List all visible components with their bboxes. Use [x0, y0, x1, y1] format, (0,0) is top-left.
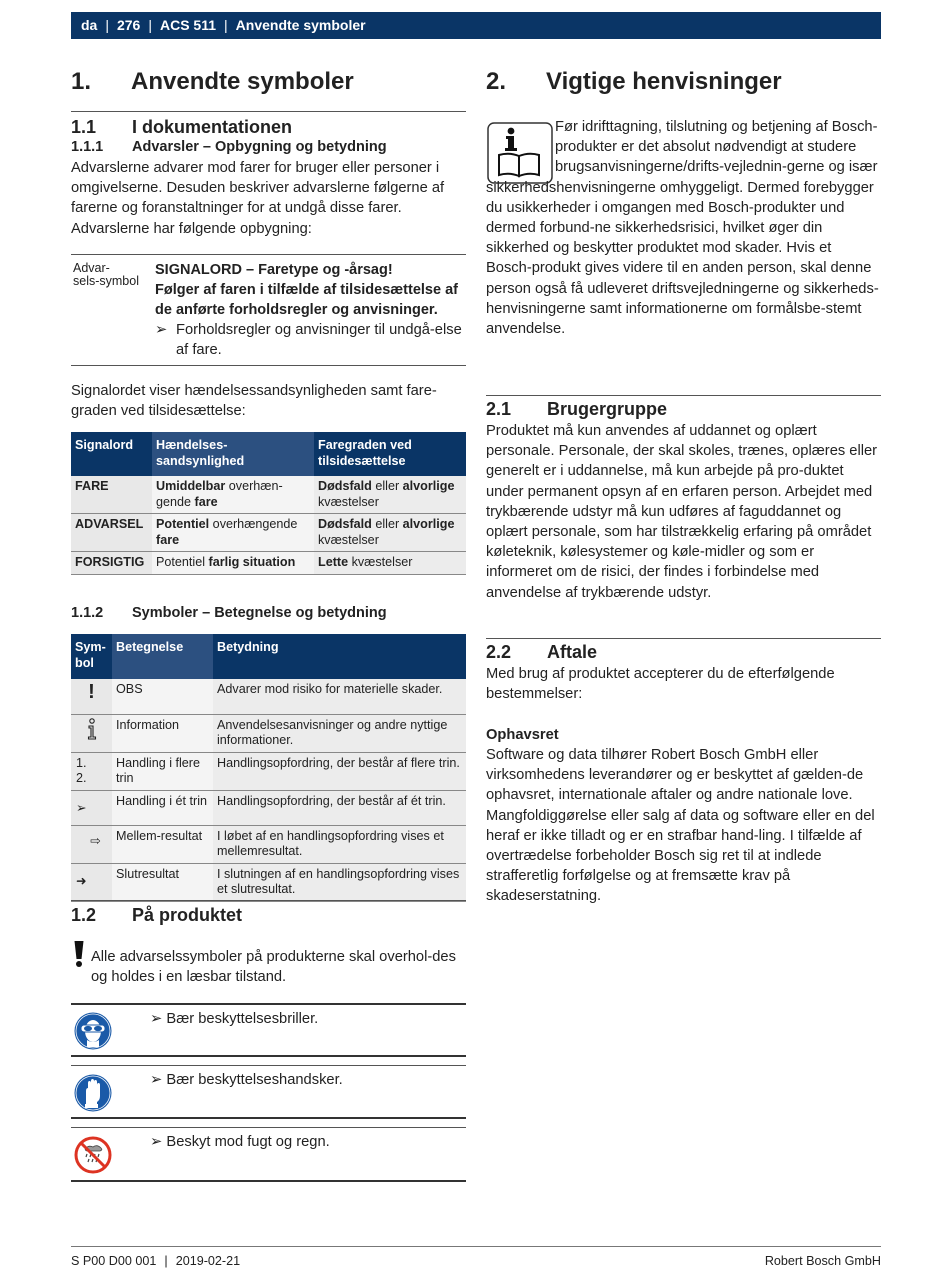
header-section: Anvendte symboler	[235, 17, 366, 33]
table-header: Signalord	[71, 432, 152, 476]
result-arrow-icon: ➜	[76, 873, 87, 888]
section-1-1-2-heading: 1.1.2 Symboler – Betegnelse og betydning	[71, 605, 387, 621]
footer-company: Robert Bosch GmbH	[764, 1254, 881, 1268]
arrow-bullet-icon: ➢	[76, 800, 87, 815]
warnings-intro: Advarslerne advarer mod farer for bruger eller personer i omgivelserne. Desuden beskriver advarslerne følgerne af farerne og foranstaltninger for at undgå disse farer. Advarslerne har følgende opbygning:	[71, 160, 445, 237]
table-row: FORSIGTIG Potentiel farlig situation Lette kvæstelser	[71, 552, 466, 575]
page-header: da | 276 | ACS 511 | Anvendte symboler	[71, 12, 881, 39]
warning-symbol-label: Advar- sels-symbol	[73, 261, 139, 288]
product-note: Alle advarselssymboler på produkterne skal overhol-des og holdes i en læsbar tilstand.	[91, 949, 456, 986]
section-2-1-heading: 2.1 Brugergruppe	[486, 399, 668, 419]
gloves-icon	[74, 1074, 112, 1117]
exclamation-icon: !	[88, 681, 95, 703]
no-rain-icon	[74, 1136, 112, 1179]
ppe-instruction: ➢ Beskyt mod fugt og regn.	[150, 1134, 330, 1150]
table-header: Hændelses-sandsynlighed	[152, 432, 314, 476]
agreement-text: Med brug af produktet accepterer du de efterfølgende bestemmelser:	[486, 666, 835, 703]
table-row: ➜ Slutresultat I slutningen af en handlingsopfordring vises et slutresultat.	[71, 863, 466, 901]
table-header: Sym-bol	[71, 634, 112, 679]
header-product: ACS 511	[159, 17, 217, 33]
user-group-text: Produktet må kun anvendes af uddannet og oplært personale. Personale, der skal skoles, trænes, oplæres eller generelt er i uddannelse, må kun arbejde på pro-duktet under permanent opsyn af en erfaren person. Arbejdet med trykbærende udstyr må kun udføres af faguddannet og oplært personale, som har tilstrækkelig erfaring på området køleteknik, kølesystemer og køle-midler og som er informeret om de risici, der findes i forbindelse med anvendelse af trykbærende udstyr.	[486, 423, 878, 601]
header-lang: da	[81, 17, 98, 33]
arrow-bullet-icon: ➢	[155, 322, 168, 338]
warning-body: Følger af faren i tilfælde af tilsidesættelse af de anførte forholdsregler og anvisninger.	[155, 282, 458, 318]
header-page: 276	[116, 17, 141, 33]
signal-intro: Signalordet viser hændelsessandsynligheden samt fare-graden ved tilsidesættelse:	[71, 383, 437, 420]
table-header: Betydning	[213, 634, 466, 679]
goggles-icon	[74, 1012, 112, 1055]
table-row: FARE Umiddelbar overhæn-gende fare Dødsfald eller alvorlige kvæstelser	[71, 476, 466, 514]
copyright-heading: Ophavsret	[486, 727, 559, 743]
copyright-text: Software og data tilhører Robert Bosch GmbH eller virksomhedens leverandører og er beskyttet af gælden-de ophavsret, internationale aftaler og andre nationale love. Mangfoldiggørelse eller salg af data og software eller en del heraf er ikke tilladt og er en strafbar hand-ling. I tilfælde af overtrædelse forbeholder Bosch sig ret til at indlede strafferetlig forfølgelse og at fremsætte krav på skadeserstatning.	[486, 747, 875, 905]
section-1-2-heading: 1.2 På produktet	[71, 905, 243, 925]
ppe-instruction: ➢ Bær beskyttelseshandsker.	[150, 1072, 343, 1088]
warning-bullet: ➢ Forholdsregler og anvisninger til undgå-else af fare.	[155, 322, 462, 358]
table-row: 1. 2. Handling i flere trin Handlingsopfordring, der består af flere trin.	[71, 752, 466, 790]
warning-title: SIGNALORD – Faretype og -årsag!	[155, 262, 393, 278]
symbol-table	[71, 634, 466, 902]
table-row: ⇨ Mellem-resultat I løbet af en handlingsopfordring vises et mellemresultat.	[71, 825, 466, 863]
section-2-heading: 2. Vigtige henvisninger	[486, 68, 782, 95]
footer-date: 2019-02-21	[175, 1254, 241, 1268]
table-row: ➢ Handling i ét trin Handlingsopfordring, der består af ét trin.	[71, 790, 466, 825]
section-1-1-heading: 1.1 I dokumentationen	[71, 117, 293, 137]
arrow-bullet-icon: ➢	[150, 1134, 163, 1150]
signal-word-table	[71, 432, 466, 575]
table-row: ADVARSEL Potentiel overhængende fare Dødsfald eller alvorlige kvæstelser	[71, 514, 466, 552]
section-2-2-heading: 2.2 Aftale	[486, 642, 598, 662]
table-header: Betegnelse	[112, 634, 213, 679]
section-1-heading: 1. Anvendte symboler	[71, 68, 354, 95]
exclamation-icon	[73, 940, 85, 973]
important-notes-intro: Før idrifttagning, tilslutning og betjening af Bosch-produkter er det absolut nødvendigt at studere brugsanvisningerne/drifts-vejlednin-gerne og især sikkerhedshenvisningerne omhyggeligt. Dermed forebygger du usikkerheder i omgangen med Bosch-produkter und dermed forbund-ne sikkerhedsrisici, hvilket øger din sikkerhed og beskytter produktet mod skader. Hvis et Bosch-produkt gives videre til en anden person, skal denne person også få udleveret driftsvejledningerne og sikkerheds-henvisningerne samt informationerne om formålsbe-stemt anvendelse.	[486, 119, 879, 338]
hollow-arrow-icon: ⇨	[90, 833, 101, 848]
ppe-instruction: ➢ Bær beskyttelsesbriller.	[150, 1011, 319, 1027]
table-header: Faregraden ved tilsidesættelse	[314, 432, 466, 476]
arrow-bullet-icon: ➢	[150, 1072, 163, 1088]
table-row: ! OBS Advarer mod risiko for materielle skader.	[71, 679, 466, 714]
section-1-1-1-heading: 1.1.1 Advarsler – Opbygning og betydning	[71, 139, 387, 155]
table-row: Information Anvendelsesanvisninger og andre nyttige informationer.	[71, 714, 466, 752]
footer-doc: S P00 D00 001 | 2019-02-21	[71, 1254, 241, 1268]
info-icon	[75, 718, 108, 745]
arrow-bullet-icon: ➢	[150, 1011, 163, 1027]
